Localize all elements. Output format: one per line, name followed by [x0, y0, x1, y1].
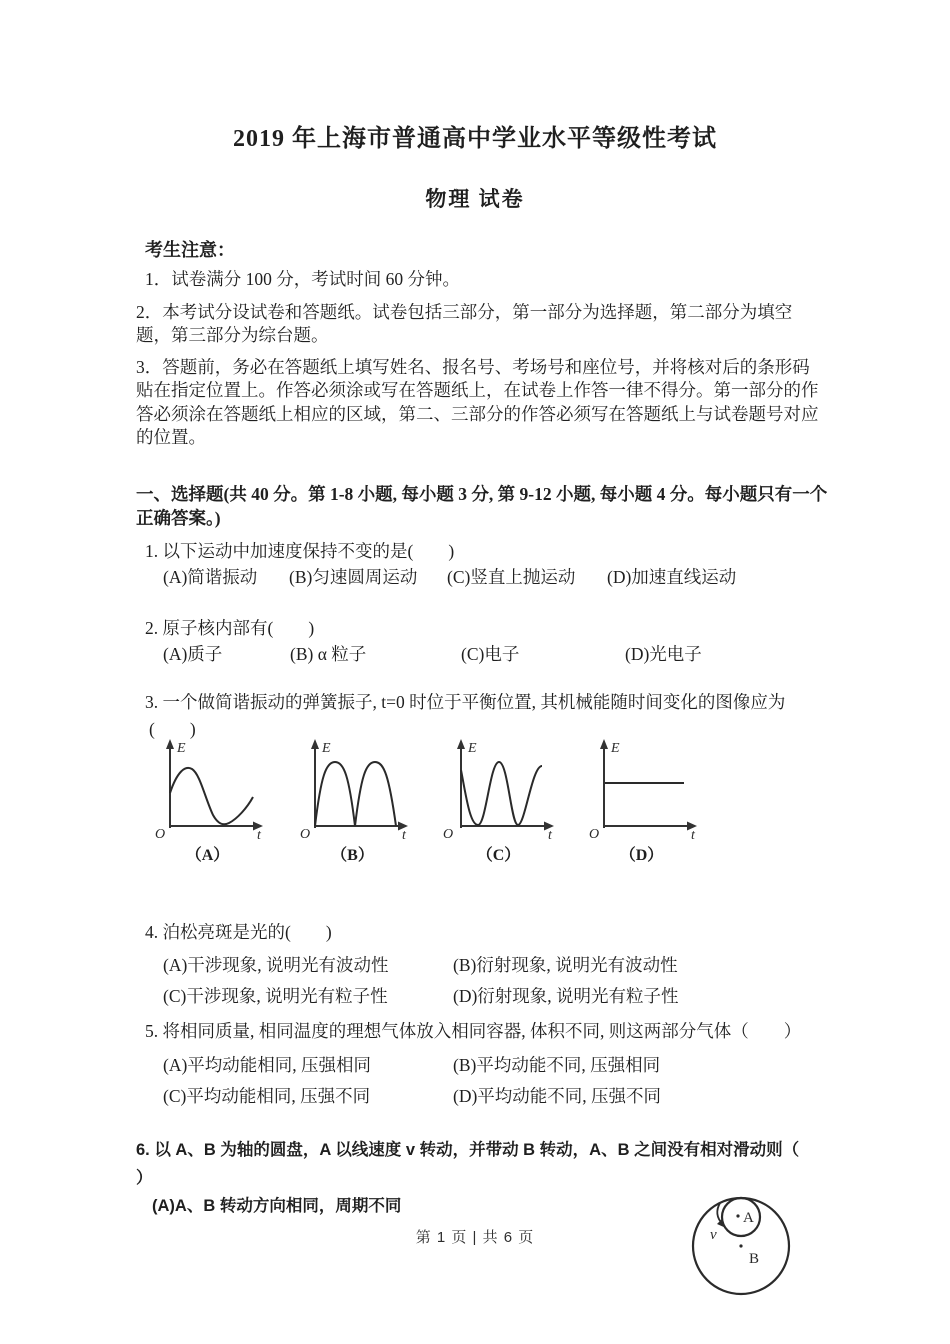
question-4-options-row-2 — [163, 985, 679, 1008]
question-3-graphs — [150, 736, 725, 868]
origin-label: O — [155, 827, 166, 841]
question-3-stem: 3. 一个做简谐振动的弹簧振子, t=0 时位于平衡位置, 其机械能随时间变化的图像应为 — [145, 692, 786, 712]
y-axis-arrow-icon — [311, 739, 319, 749]
option: (D)衍射现象, 说明光有粒子性 — [453, 986, 679, 1006]
option: (B)衍射现象, 说明光有波动性 — [453, 955, 678, 975]
notice-item-2: 2．本考试分设试卷和答题纸。试卷包括三部分，第一部分为选择题，第二部分为填空题，第三部分为综台题。 — [136, 302, 793, 346]
notice-heading: 考生注意： — [145, 240, 235, 260]
question-5-options-row-2 — [163, 1085, 661, 1108]
notice-item-3: 3．答题前，务必在答题纸上填写姓名、报名号、考场号和座位号，并将核对后的条形码贴在指定位置上。作答必须涂或写在答题纸上，在试卷上作答一律不得分。第一部分的作答必须涂在答题纸上相应的区域，第二、三部分的作答必须写在答题纸上与试卷题号对应的位置。 — [136, 357, 819, 448]
option: (A)平均动能相同, 压强相同 — [163, 1055, 372, 1075]
energy-time-plot-b — [295, 736, 420, 841]
energy-curve — [315, 762, 396, 826]
origin-label: O — [300, 827, 311, 841]
graph-label: （A） — [185, 847, 230, 864]
disk-a-label: A — [743, 1210, 754, 1226]
footer-page-indicator: 第 1 页 | 共 6 页 — [415, 1229, 535, 1246]
x-axis-label: t — [402, 828, 406, 841]
graph-label: （B） — [331, 847, 374, 864]
y-axis-arrow-icon — [166, 739, 174, 749]
option: (B)匀速圆周运动 — [289, 567, 418, 587]
disk-b-label: B — [749, 1251, 760, 1267]
energy-time-plot-a — [150, 736, 275, 841]
energy-curve — [170, 768, 253, 824]
energy-time-plot-c — [441, 736, 566, 841]
question-4-stem: 4. 泊松亮斑是光的( ) — [145, 922, 332, 942]
graph-option-c — [441, 736, 566, 866]
option: (C)电子 — [461, 644, 520, 664]
page-subtitle: 物理 试卷 — [425, 187, 525, 211]
y-axis-label: E — [322, 741, 331, 756]
question-6-figure — [683, 1186, 808, 1326]
origin-label: O — [443, 827, 454, 841]
y-axis-label: E — [177, 741, 186, 756]
velocity-label: v — [710, 1227, 717, 1243]
graph-option-a — [150, 736, 275, 866]
x-axis-label: t — [257, 828, 261, 841]
section-heading: 一、选择题(共 40 分。第 1-8 小题, 每小题 3 分, 第 9-12 小题, 每小题 4 分。每小题只有一个正确答案。) — [136, 484, 828, 528]
question-6-stem-line-2: ） — [136, 1169, 153, 1187]
option: (B) α 粒子 — [290, 644, 367, 664]
y-axis-arrow-icon — [457, 739, 465, 749]
x-axis-label: t — [691, 828, 695, 841]
y-axis-label: E — [468, 741, 477, 756]
option: (C)干涉现象, 说明光有粒子性 — [163, 986, 388, 1006]
graph-label: （C） — [476, 847, 521, 864]
disks-figure — [683, 1186, 808, 1321]
option: (C)竖直上抛运动 — [447, 567, 576, 587]
origin-label: O — [589, 827, 600, 841]
option: (C)平均动能相同, 压强不同 — [163, 1086, 371, 1106]
graph-label: （D） — [619, 847, 664, 864]
y-axis-arrow-icon — [600, 739, 608, 749]
question-2-options — [163, 643, 702, 666]
option: (A)干涉现象, 说明光有波动性 — [163, 955, 389, 975]
graph-option-d — [584, 736, 709, 866]
x-axis-label: t — [548, 828, 552, 841]
option: (D)加速直线运动 — [607, 567, 737, 587]
energy-time-plot-d — [584, 736, 709, 841]
option: (D)平均动能不同, 压强不同 — [453, 1086, 662, 1106]
option: (B)平均动能不同, 压强相同 — [453, 1055, 661, 1075]
y-axis-label: E — [611, 741, 620, 756]
disk-a-center-dot — [736, 1214, 739, 1217]
question-5-stem: 5. 将相同质量, 相同温度的理想气体放入相同容器, 体积不同, 则这两部分气体（ ） — [145, 1021, 802, 1041]
question-1-options — [163, 566, 736, 589]
question-1-stem: 1. 以下运动中加速度保持不变的是( ) — [145, 541, 455, 561]
option: (D)光电子 — [625, 644, 702, 664]
option: (A)简谐振动 — [163, 567, 258, 587]
question-5-options-row-1 — [163, 1054, 660, 1077]
question-6-stem-line-1: 6. 以 A、B 为轴的圆盘，A 以线速度 v 转动，并带动 B 转动，A、B 之间没有相对滑动则（ — [136, 1141, 800, 1159]
graph-option-b — [295, 736, 420, 866]
question-4-options-row-1 — [163, 954, 678, 977]
notice-item-1: 1．试卷满分 100 分，考试时间 60 分钟。 — [145, 269, 460, 289]
question-3-stem-parentheses: ( ) — [149, 719, 196, 739]
energy-curve — [461, 762, 542, 825]
question-6-option-a: (A)A、B 转动方向相同，周期不同 — [152, 1197, 402, 1215]
page-title: 2019 年上海市普通高中学业水平等级性考试 — [233, 126, 717, 152]
question-2-stem: 2. 原子核内部有( ) — [145, 618, 315, 638]
option: (A)质子 — [163, 644, 223, 664]
